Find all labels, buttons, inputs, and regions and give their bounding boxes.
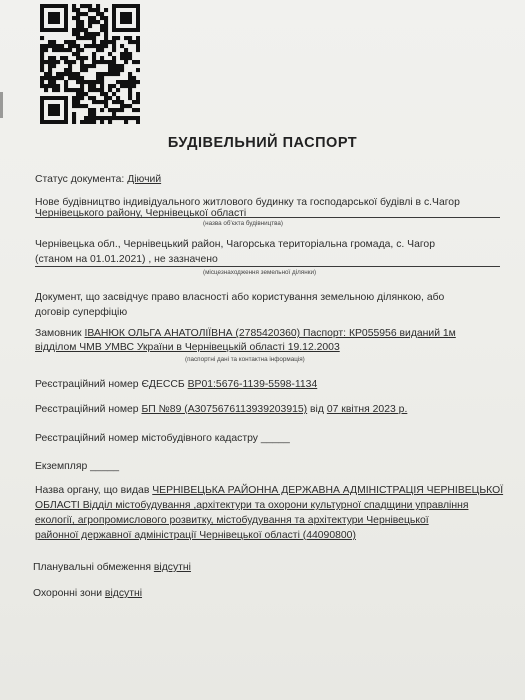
page-edge-mark xyxy=(0,92,3,118)
protection-row xyxy=(33,587,142,600)
copy-row xyxy=(35,460,119,473)
protection-label: Охоронні зони xyxy=(33,588,103,599)
customer-line-1: ІВАНЮК ОЛЬГА АНАТОЛІЇВНА (2785420360) Паспорт: КР055956 виданий 1м xyxy=(84,328,456,339)
copy-label: Екземпляр xyxy=(35,461,88,472)
customer-label: Замовник xyxy=(35,328,82,339)
planning-value: відсутні xyxy=(153,562,191,573)
object-rule xyxy=(35,217,500,218)
customer-row xyxy=(35,327,456,340)
location-line-1: Чернівецька обл., Чернівецький район, Чагорська територіальна громада, с. Чагор xyxy=(35,239,435,250)
object-line-2: Чернівецького району, Чернівецької області xyxy=(35,208,247,219)
edessb-value: ВР01:5676-1139-5598-1134 xyxy=(187,379,318,390)
edessb-label: Реєстраційний номер ЄДЕССБ xyxy=(35,379,185,390)
rights-line-1: Документ, що засвідчує право власності або користування земельною ділянкою, або xyxy=(35,292,445,303)
document-title: БУДІВЕЛЬНИЙ ПАСПОРТ xyxy=(167,135,358,151)
reg-label: Реєстраційний номер xyxy=(35,404,139,415)
issuer-line-2: ОБЛАСТІ Відділ містобудування ,архітектури та охорони культурної спадщини управління xyxy=(35,500,469,511)
location-hint: (місцезнаходження земельної ділянки) xyxy=(203,269,317,276)
customer-line-2: відділом ЧМВ УМВС України в Чернівецькій області 19.12.2003 xyxy=(35,342,340,353)
status-row xyxy=(35,173,161,186)
issuer-label: Назва органу, що видав xyxy=(35,485,150,496)
object-line-1: Нове будівництво індивідуального житлового будинку та господарської будівлі в с.Чагор xyxy=(35,197,460,208)
cadastre-label: Реєстраційний номер містобудівного кадастру xyxy=(35,433,258,444)
protection-value: відсутні xyxy=(104,588,143,599)
reg-date: 07 квітня 2023 р. xyxy=(326,404,408,415)
edessb-row xyxy=(35,378,317,391)
cadastre-row xyxy=(35,432,290,445)
qr-code xyxy=(40,4,140,124)
issuer-row xyxy=(35,484,503,497)
reg-value: БП №89 (А3075676113939203915) xyxy=(141,404,308,415)
planning-row xyxy=(33,561,191,574)
customer-hint: (паспортні дані та контактна інформація) xyxy=(185,356,305,363)
object-hint: (назва об'єкта будівництва) xyxy=(203,220,284,227)
location-rule xyxy=(35,266,500,267)
issuer-line-1: ЧЕРНІВЕЦЬКА РАЙОННА ДЕРЖАВНА АДМІНІСТРАЦІЯ ЧЕРНІВЕЦЬКОЇ xyxy=(152,485,504,496)
reg-from: від xyxy=(310,404,324,415)
planning-label: Планувальні обмеження xyxy=(33,562,151,573)
status-value: Діючий xyxy=(127,174,162,185)
copy-blank: _____ xyxy=(90,461,120,472)
issuer-line-3: екології, агропромислового розвитку, містобудування та архітектури Чернівецької xyxy=(35,515,429,526)
cadastre-blank: _____ xyxy=(260,433,290,444)
location-line-2: (станом на 01.01.2021) , не зазначено xyxy=(35,254,218,265)
status-label: Статус документа: xyxy=(35,174,125,185)
rights-line-2: договір суперфіцію xyxy=(35,307,128,318)
issuer-line-4: районної державної адміністрації Чернівецької області (44090800) xyxy=(35,530,356,541)
reg-row xyxy=(35,403,407,416)
